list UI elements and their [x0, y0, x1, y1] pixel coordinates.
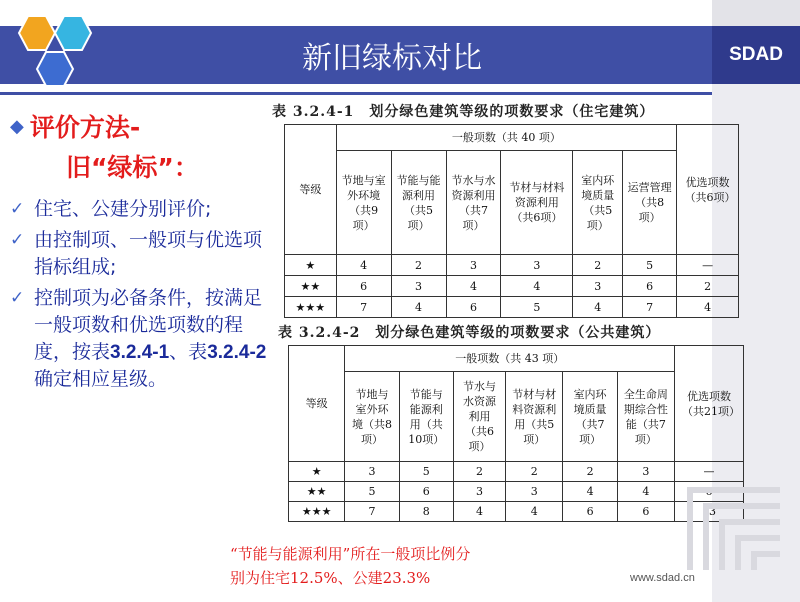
bullet-text-part: 确定相应星级。	[34, 368, 168, 390]
table-cell: 2	[391, 255, 446, 276]
table-cell: 4	[391, 297, 446, 318]
table-cell: 3	[617, 462, 674, 482]
table-cell: 2	[453, 462, 505, 482]
extra-cell: 6	[675, 482, 744, 502]
method-heading-text: 评价方法-	[29, 113, 141, 142]
slide-title: 新旧绿标对比	[302, 41, 482, 76]
old-green-label-heading: 旧“绿标”：	[66, 153, 199, 182]
table-cell: 5	[345, 482, 399, 502]
table1-group-header: 一般项数（共 40 项）	[336, 125, 676, 151]
table-cell: 4	[506, 502, 563, 522]
table-cell: 8	[399, 502, 453, 522]
table1-column-header: 节材与材料资源利用（共6项）	[501, 151, 573, 255]
method-heading	[10, 108, 140, 144]
table2-public	[288, 345, 744, 522]
table2-column-header: 节水与水资源利用（共6项）	[453, 372, 505, 462]
table-cell: 4	[573, 297, 623, 318]
table-row	[285, 297, 739, 318]
table2-column-header: 节地与室外环境（共8项）	[345, 372, 399, 462]
website-url: www.sdad.cn	[630, 572, 695, 584]
grade-stars: ★★★	[289, 502, 345, 522]
check-icon: ✓	[10, 199, 25, 219]
table1-grade-header: 等级	[285, 125, 337, 255]
table-cell: 7	[345, 502, 399, 522]
grade-stars: ★★	[289, 482, 345, 502]
table-cell: 2	[563, 462, 617, 482]
table-cell: 3	[573, 276, 623, 297]
table-row	[289, 462, 744, 482]
table-row	[289, 482, 744, 502]
footnote-line2: 别为住宅12.5%、公建23.3%	[230, 569, 431, 587]
extra-cell: 13	[675, 502, 744, 522]
table-cell: 4	[336, 255, 391, 276]
table-cell: 6	[563, 502, 617, 522]
table-cell: 6	[446, 297, 501, 318]
table1-extra-header: 优选项数（共6项）	[677, 125, 739, 255]
table1-column-header: 节能与能源利用（共5项）	[391, 151, 446, 255]
table-row	[285, 276, 739, 297]
bullet-list	[10, 196, 272, 397]
table2-column-header: 节材与材料资源利用（共5项）	[506, 372, 563, 462]
table-cell: 4	[453, 502, 505, 522]
table1-column-header: 节地与室外环境（共9项）	[336, 151, 391, 255]
table-cell: 4	[617, 482, 674, 502]
grade-stars: ★★	[285, 276, 337, 297]
table-ref-2: 3.2.4-2	[207, 342, 267, 363]
footnote	[230, 542, 590, 590]
table2-group-header: 一般项数（共 43 项）	[345, 346, 675, 372]
table-cell: 7	[336, 297, 391, 318]
grade-stars: ★★★	[285, 297, 337, 318]
table-cell: 3	[453, 482, 505, 502]
table-cell: 3	[345, 462, 399, 482]
bullet-text: 住宅、公建分别评价;	[34, 198, 212, 220]
table2-column-header: 室内环境质量（共7项）	[563, 372, 617, 462]
hexagon-logo-icon	[0, 14, 100, 94]
extra-cell: —	[675, 462, 744, 482]
extra-cell: 4	[677, 297, 739, 318]
table-cell: 5	[501, 297, 573, 318]
table1-column-header: 运营管理（共8项）	[623, 151, 677, 255]
table-ref-1: 3.2.4-1	[110, 342, 170, 363]
table-cell: 3	[391, 276, 446, 297]
bullet-item	[10, 285, 272, 393]
grade-stars: ★	[285, 255, 337, 276]
table-cell: 6	[399, 482, 453, 502]
table-cell: 2	[506, 462, 563, 482]
table-cell: 2	[573, 255, 623, 276]
table-cell: 5	[623, 255, 677, 276]
table1-column-header: 室内环境质量（共5项）	[573, 151, 623, 255]
table-cell: 6	[617, 502, 674, 522]
hexagon-orange-icon	[19, 16, 55, 50]
check-icon: ✓	[10, 288, 25, 308]
table2-column-header: 全生命周期综合性能（共7项）	[617, 372, 674, 462]
table-row	[289, 502, 744, 522]
table1-column-header: 节水与水资源利用（共7项）	[446, 151, 501, 255]
hexagon-cyan-icon	[55, 16, 91, 50]
table-cell: 7	[623, 297, 677, 318]
bullet-item	[10, 227, 272, 281]
extra-cell: 2	[677, 276, 739, 297]
grade-stars: ★	[289, 462, 345, 482]
table-cell: 4	[501, 276, 573, 297]
footnote-line1: “节能与能源利用”所在一般项比例分	[230, 545, 471, 563]
table-cell: 3	[506, 482, 563, 502]
bullet-text-part: 、表	[169, 341, 208, 363]
bullet-text-part: 控制项为必备条件，按满足一般项数和优选项数的程度，按表	[34, 287, 263, 363]
table-cell: 4	[446, 276, 501, 297]
table-cell: 3	[501, 255, 573, 276]
table-cell: 6	[336, 276, 391, 297]
table-cell: 4	[563, 482, 617, 502]
table1-residential	[284, 124, 739, 318]
table-cell: 5	[399, 462, 453, 482]
check-icon: ✓	[10, 230, 25, 250]
table-cell: 6	[623, 276, 677, 297]
table1-caption: 表 3.2.4-1 划分绿色建筑等级的项数要求（住宅建筑）	[272, 104, 655, 120]
table2-grade-header: 等级	[289, 346, 345, 462]
table-cell: 3	[446, 255, 501, 276]
brand-logo: SDAD	[712, 26, 800, 84]
bullet-item	[10, 196, 272, 223]
table2-column-header: 节能与能源利用（共10项）	[399, 372, 453, 462]
extra-cell: —	[677, 255, 739, 276]
bullet-text: 由控制项、一般项与优选项指标组成;	[34, 229, 263, 278]
table2-extra-header: 优选项数（共21项）	[675, 346, 744, 462]
hexagon-blue-icon	[37, 52, 73, 86]
table-row	[285, 255, 739, 276]
table2-caption: 表 3.2.4-2 划分绿色建筑等级的项数要求（公共建筑）	[278, 325, 661, 341]
decorative-stripes-icon	[680, 470, 790, 580]
header-underline	[0, 92, 712, 95]
diamond-bullet-icon: ◆	[10, 115, 24, 137]
bullet-text	[34, 285, 272, 393]
